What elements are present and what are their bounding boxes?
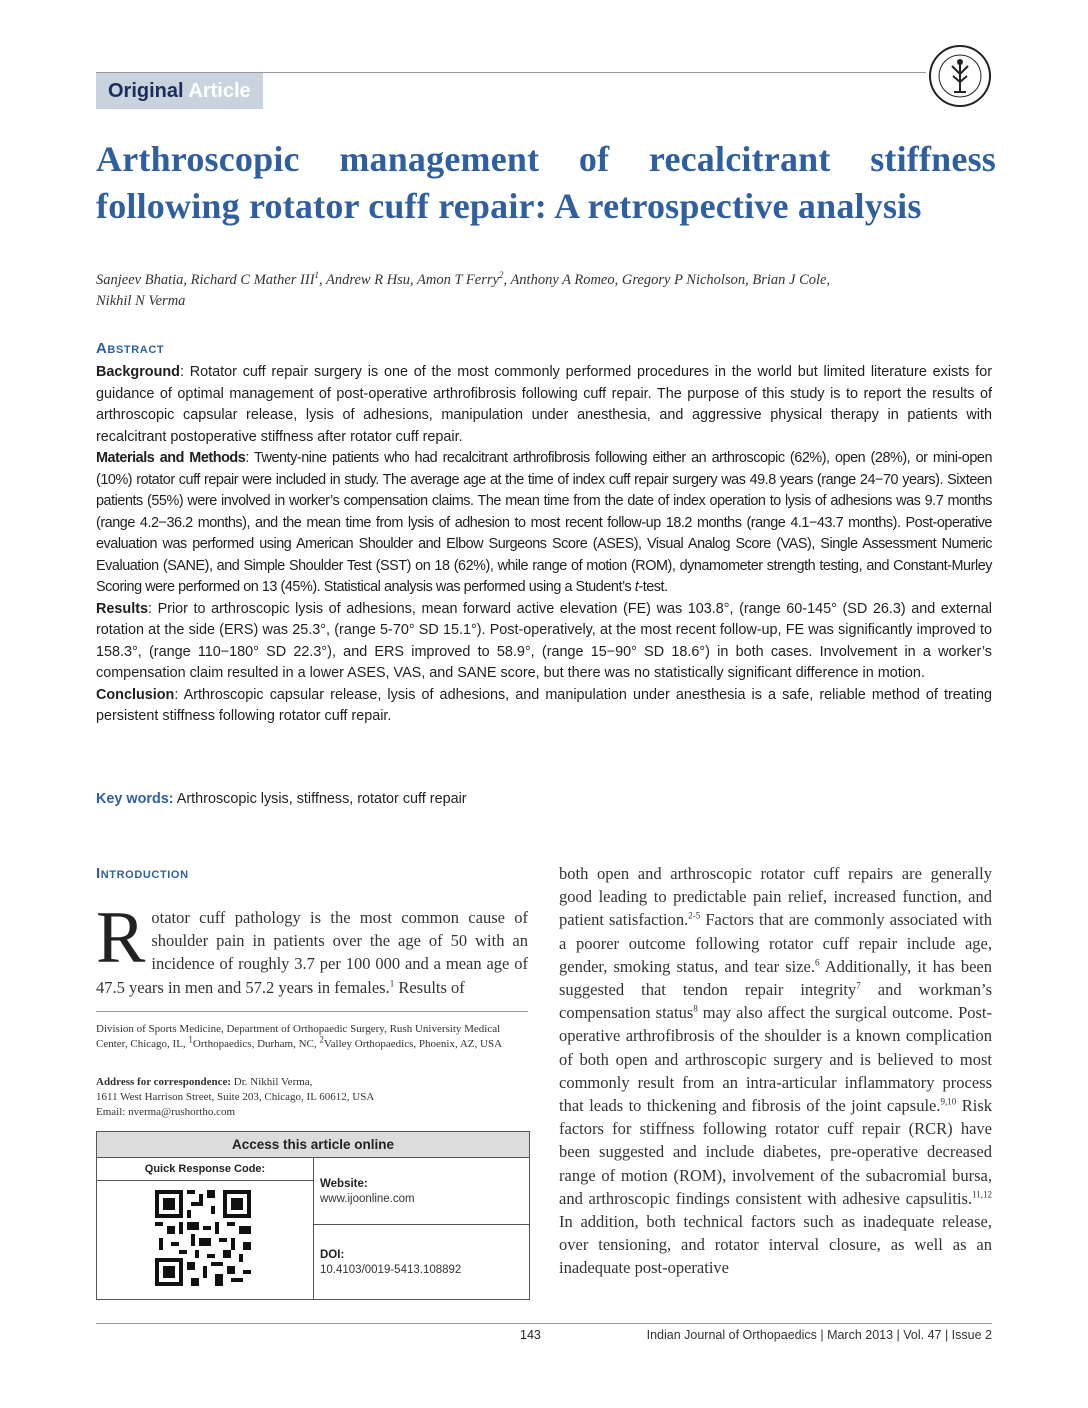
intro-ref-1: 1 (389, 978, 395, 989)
access-article-box (96, 1131, 530, 1300)
journal-citation: Indian Journal of Orthopaedics | March 2013 | Vol. 47 | Issue 2 (646, 1328, 992, 1342)
methods-tail: -test. (638, 579, 668, 595)
qr-code-icon[interactable] (155, 1190, 251, 1286)
intro-left-text: otator cuff pathology is the most common cause of shoulder pain in patients over the age of 50 with an incidence of roughly 3.7 per 100 000 and a mean age of 47.5 years in men and 57.2 years in females. (96, 908, 528, 997)
correspondence (96, 1075, 516, 1120)
keywords-text: Arthroscopic lysis, stiffness, rotator cuff repair (173, 791, 467, 807)
intro-ref-5: 8 (693, 1003, 698, 1014)
intro-right-text-1: both open and arthroscopic rotator cuff repairs are generally good leading to predictable pain relief, increased function, and patient satisfaction. (559, 864, 992, 930)
affiliations (96, 1022, 516, 1052)
affil-text-2: Orthopaedics, Durham, NC, (192, 1038, 320, 1050)
website-cell (314, 1158, 529, 1225)
qr-column (97, 1158, 314, 1299)
website-link[interactable]: www.ijoonline.com (320, 1193, 415, 1205)
article-type-badge (96, 73, 263, 109)
doi-value[interactable]: 10.4103/0019-5413.108892 (320, 1264, 462, 1276)
abstract-results (96, 599, 992, 685)
page-number: 143 (520, 1328, 541, 1342)
abstract-conclusion (96, 685, 992, 728)
conclusion-text: : Arthroscopic capsular release, lysis of adhesions, and manipulation under anesthesia is a safe, reliable method of treating persistent stiffness following rotator cuff repair. (96, 686, 992, 724)
doi-cell (314, 1225, 529, 1299)
results-label: Results (96, 600, 148, 617)
author-affil-1: 1 (314, 270, 320, 281)
author-affil-2: 2 (498, 270, 504, 281)
intro-ref-4: 7 (856, 980, 861, 991)
conclusion-label: Conclusion (96, 686, 175, 703)
affil-text-3: Valley Orthopaedics, Phoenix, AZ, USA (323, 1038, 503, 1050)
methods-italic: t (634, 579, 639, 595)
badge-word-article: Article (188, 80, 251, 102)
keywords (96, 789, 467, 809)
abstract-heading: Abstract (96, 340, 165, 357)
authors-part-3: , Anthony A Romeo, Gregory P Nicholson, Brian J Cole, (503, 272, 831, 288)
background-label: Background (96, 364, 180, 380)
intro-ref-2: 2-5 (688, 910, 701, 921)
author-list (96, 270, 976, 312)
journal-seal-icon (928, 44, 992, 108)
corr-name: Dr. Nikhil Verma, (231, 1076, 313, 1088)
introduction-right-column (559, 862, 992, 1280)
background-text: : Rotator cuff repair surgery is one of the most commonly performed procedures in the world but limited literature exists for guidance of optimal management of post-operative arthrofibrosis following cuff repair. The purpose of this study is to report the results of arthroscopic capsular release, lysis of adhesions, manipulation under anesthesia, and aggressive physical therapy in patients with recalcitrant postoperative stiffness after rotator cuff repair. (96, 364, 992, 445)
abstract-methods (96, 448, 992, 599)
drop-cap: R (96, 897, 146, 979)
keywords-label: Key words: (96, 791, 174, 807)
authors-part-1: Sanjeev Bhatia, Richard C Mather III (96, 272, 315, 288)
abstract-body (96, 362, 992, 728)
article-title: Arthroscopic management of recalcitrant stiffness following rotator cuff repair: A retrospective analysis (96, 139, 996, 226)
affil-sup-1: 1 (188, 1034, 193, 1045)
authors-part-2: , Andrew R Hsu, Amon T Ferry (319, 272, 499, 288)
intro-right-text-4: and workman’s compensation status (559, 980, 992, 1023)
authors-part-4: Nikhil N Verma (96, 293, 186, 309)
introduction-heading: Introduction (96, 865, 189, 882)
corr-label: Address for correspondence: (96, 1076, 232, 1088)
corr-email: Email: nverma@rushortho.com (96, 1106, 236, 1118)
intro-ref-7: 11,12 (972, 1189, 992, 1200)
badge-word-original: Original (108, 80, 184, 102)
abstract-background (96, 362, 992, 448)
intro-ref-6: 9,10 (940, 1096, 957, 1107)
results-text: : Prior to arthroscopic lysis of adhesions, mean forward active elevation (FE) was 103.8°, (range 60-145° (SD 26.3) and external rotation at the side (ERS) was 25.3°, (range 5-70° SD 15.1°). Post-operatively, at the most recent follow-up, FE was significantly improved to 158.3°, (range 110−180° SD 22.3°), and ERS improved to 58.9°, (range 15−90° SD 18.6°) in both cases. Involvement in a worker’s compensation claim resulted in a lower ASES, VAS, and SANE score, but there was no statistically significant difference in motion. (96, 600, 992, 681)
intro-ref-3: 6 (815, 957, 820, 968)
footer-rule (96, 1323, 992, 1324)
intro-right-text-7: In addition, both technical factors such as inadequate release, over tensioning, and rotator interval closure, as well as an inadequate post-operative (559, 1212, 992, 1278)
affil-text-1: Division of Sports Medicine, Department of Orthopaedic Surgery, Rush University Medical Center, Chicago, IL, (96, 1023, 501, 1050)
website-label: Website: (320, 1178, 368, 1190)
intro-right-text-3: Additionally, it has been suggested that tendon repair integrity (559, 956, 992, 1000)
qr-label: Quick Response Code: (97, 1158, 313, 1181)
corr-address: 1611 West Harrison Street, Suite 203, Chicago, IL 60612, USA (96, 1091, 375, 1103)
methods-text: : Twenty-nine patients who had recalcitrant arthrofibrosis following either an arthroscopic (62%), open (28%), or mini-open (10%) rotator cuff repair were included in study. The average age at the time of index cuff repair surgery was 49.8 years (range 24−70 years). Sixteen patients (55%) were involved in worker’s compensation claims. The mean time from the date of index operation to lysis of adhesions was 9.7 months (range 4.2−36.2 months), and the mean time from lysis of adhesion to most recent follow-up 18.2 months (range 4.1−43.7 months). Post-operative evaluation was performed using American Shoulder and Elbow Surgeons Score (ASES), Visual Analog Score (VAS), Single Assessment Numeric Evaluation (SANE), and Simple Shoulder Test (SST) on 18 (62%), while range of motion (ROM), dynamometer strength testing, and Constant-Murley Scoring were performed on 13 (45%). Statistical analysis was performed using a Student’s (96, 450, 992, 595)
doi-label: DOI: (320, 1249, 345, 1261)
intro-right-text-6: Risk factors for stiffness following rotator cuff repair (RCR) have been suggested and include diabetes, pre-operative decreased range of motion (ROM), involvement of the subacromial bursa, and arthroscopic findings consistent with adhesive capsulitis. (559, 1096, 992, 1208)
intro-left-tail: Results of (394, 977, 465, 997)
methods-label: Materials and Methods (96, 450, 246, 466)
footnote-rule (96, 1011, 528, 1012)
introduction-left-column (96, 897, 528, 999)
access-box-title: Access this article online (97, 1132, 529, 1158)
affil-sup-2: 2 (319, 1034, 324, 1045)
intro-right-text-2: Factors that are commonly associated with a poorer outcome following rotator cuff repair include age, gender, smoking status, and tear size. (559, 910, 992, 976)
intro-right-text-5: may also affect the surgical outcome. Post-operative arthrofibrosis of the shoulder is a known complication of both open and arthroscopic surgery and is believed to most commonly result from an intra-articular inflammatory process that leads to thickening and fibrosis of the joint capsule. (559, 1003, 992, 1116)
